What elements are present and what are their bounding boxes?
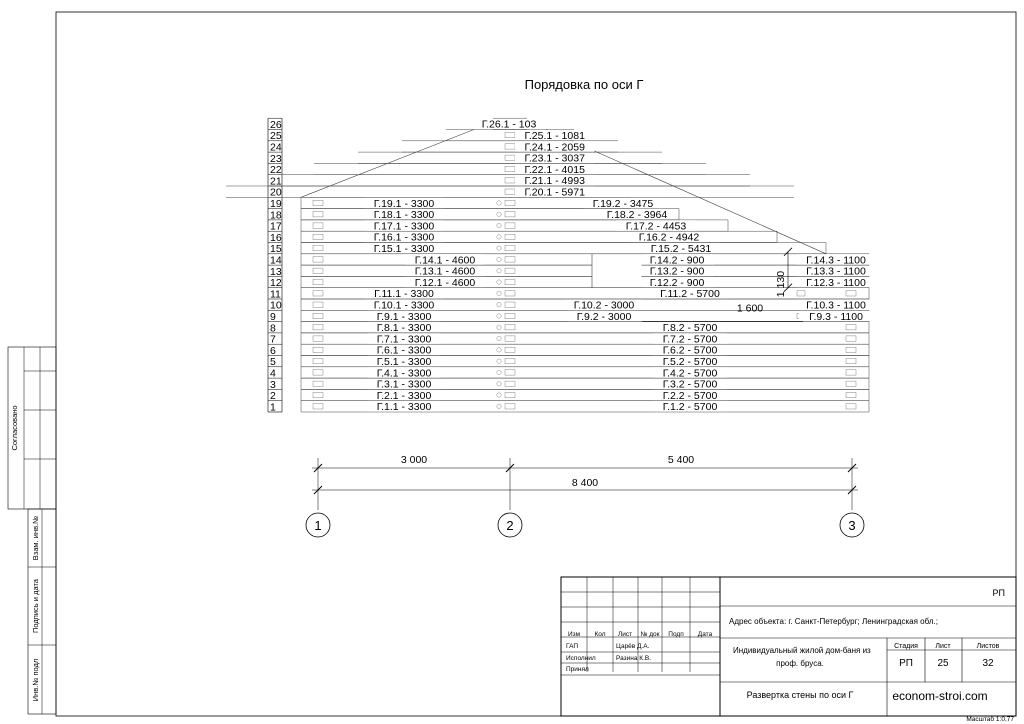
tb-header: Изм — [567, 631, 581, 638]
row-number: 20 — [270, 186, 282, 199]
dim-total: 8 400 — [571, 477, 599, 489]
row-number: 22 — [270, 164, 282, 177]
log-label: Г.11.1 - 3300 — [374, 288, 434, 301]
dowel — [497, 314, 501, 318]
row-number: 7 — [270, 333, 276, 346]
log-label: Г.15.1 - 3300 — [373, 242, 435, 255]
dowel — [497, 235, 501, 239]
corner-joint — [313, 268, 323, 273]
dim-right-span: 5 400 — [667, 454, 695, 466]
dowel — [497, 223, 501, 227]
tb-drawing-name: Развертка стены по оси Г — [746, 690, 854, 700]
corner-joint — [313, 212, 323, 217]
log-label: Г.22.1 - 4015 — [524, 163, 585, 176]
dimension-lines — [306, 454, 864, 537]
ridge-joint — [505, 155, 515, 160]
corner-joint — [846, 392, 856, 397]
dowel — [497, 359, 501, 363]
stamp-label: Подпись и дата — [31, 579, 40, 633]
log-label: Г.11.2 - 5700 — [660, 288, 720, 301]
stamp-label: Инв.№ подл — [31, 658, 40, 702]
row-number: 21 — [270, 175, 282, 188]
log-label: Г.13.2 - 900 — [649, 265, 705, 278]
log-label: Г.24.1 - 2059 — [524, 141, 585, 154]
row-number: 1 — [270, 401, 276, 414]
corner-joint — [846, 404, 856, 409]
dowel — [497, 212, 501, 216]
tb-header: Лист — [617, 631, 633, 638]
log-label: Г.8.1 - 3300 — [376, 322, 432, 335]
tb-stage: РП — [899, 658, 913, 669]
corner-joint — [846, 325, 856, 330]
ridge-joint — [505, 144, 515, 149]
log-label: Г.12.1 - 4600 — [414, 276, 476, 289]
partition-joint — [797, 291, 805, 296]
dowel — [497, 246, 501, 250]
ridge-joint — [505, 133, 515, 138]
row-number: 12 — [270, 277, 282, 290]
log-label: Г.14.3 - 1100 — [806, 254, 866, 267]
row-number: 14 — [270, 254, 282, 267]
corner-joint — [313, 234, 323, 239]
corner-joint — [505, 279, 515, 284]
corner-joint — [505, 381, 515, 386]
log-label: Г.5.2 - 5700 — [662, 355, 718, 368]
tb-scale: Масштаб 1:0,77 — [966, 716, 1014, 723]
tb-header: Дата — [697, 631, 713, 638]
log-label: Г.9.2 - 3000 — [576, 310, 632, 323]
opening-height-label: 1 130 — [775, 270, 787, 298]
title-block — [561, 577, 1016, 723]
corner-joint — [505, 404, 515, 409]
row-number: 13 — [270, 265, 282, 278]
tb-address: Адрес объекта: г. Санкт-Петербург; Ленинградская обл.; — [729, 617, 938, 626]
opening-width-label: 1 600 — [736, 302, 764, 315]
corner-joint — [846, 370, 856, 375]
row-number: 3 — [270, 378, 276, 391]
log-label: Г.3.2 - 5700 — [662, 378, 718, 391]
row-number: 8 — [270, 322, 276, 335]
dowel — [497, 382, 501, 386]
dowel — [497, 280, 501, 284]
log-label: Г.4.1 - 3300 — [376, 367, 432, 380]
row-number: 6 — [270, 344, 276, 357]
row-number: 16 — [270, 231, 282, 244]
tb-code: РП — [992, 588, 1005, 598]
corner-joint — [505, 257, 515, 262]
log-label: Г.6.2 - 5700 — [662, 344, 718, 357]
tb-sheets: 32 — [982, 658, 994, 669]
corner-joint — [846, 359, 856, 364]
corner-joint — [313, 302, 323, 307]
log-label: Г.26.1 - 103 — [481, 118, 537, 131]
corner-joint — [313, 370, 323, 375]
tb-sheet-label: Лист — [935, 643, 951, 650]
log-label: Г.12.3 - 1100 — [806, 276, 866, 289]
corner-joint — [846, 347, 856, 352]
row-number: 5 — [270, 356, 276, 369]
row-number: 2 — [270, 390, 276, 403]
stamp-label: Согласовано — [10, 405, 19, 451]
dowel — [497, 302, 501, 306]
dowel — [497, 291, 501, 295]
log-label: Г.1.2 - 5700 — [662, 401, 718, 414]
dowel — [497, 393, 501, 397]
row-number: 25 — [270, 130, 282, 143]
row-number: 15 — [270, 243, 282, 256]
corner-joint — [505, 347, 515, 352]
corner-joint — [313, 313, 323, 318]
log-label: Г.21.1 - 4993 — [524, 175, 585, 188]
corner-joint — [313, 246, 323, 251]
corner-joint — [505, 223, 515, 228]
log-label: Г.18.2 - 3964 — [606, 209, 668, 222]
corner-joint — [313, 325, 323, 330]
axis-label: 1 — [314, 518, 322, 533]
log-label: Г.19.1 - 3300 — [373, 197, 435, 210]
corner-joint — [313, 392, 323, 397]
corner-joint — [505, 336, 515, 341]
corner-joint — [505, 313, 515, 318]
log-label: Г.7.2 - 5700 — [662, 333, 718, 346]
log-label: Г.18.1 - 3300 — [373, 209, 435, 222]
row-number: 18 — [270, 209, 282, 222]
window-opening — [592, 254, 642, 288]
log-label: Г.9.3 - 1100 — [809, 310, 863, 323]
row-number: 23 — [270, 152, 282, 165]
page-title: Порядовка по оси Г — [524, 77, 644, 92]
stamp-label: Взам. инв.№ — [31, 515, 40, 561]
corner-joint — [313, 347, 323, 352]
row-number: 9 — [270, 310, 276, 323]
log-label: Г.25.1 - 1081 — [524, 129, 585, 142]
dowel — [497, 404, 501, 408]
corner-joint — [846, 381, 856, 386]
corner-joint — [313, 279, 323, 284]
corner-joint — [505, 359, 515, 364]
log-label: Г.2.2 - 5700 — [662, 389, 718, 402]
corner-joint — [505, 212, 515, 217]
dowel — [497, 269, 501, 273]
row-number: 11 — [270, 288, 281, 301]
tb-site: econom-stroi.com — [892, 689, 988, 703]
corner-joint — [313, 336, 323, 341]
axis-label: 3 — [848, 518, 856, 533]
corner-joint — [313, 404, 323, 409]
corner-joint — [505, 392, 515, 397]
log-label: Г.20.1 - 5971 — [524, 186, 585, 199]
ridge-joint — [505, 178, 515, 183]
tb-sheet: 25 — [937, 658, 949, 669]
corner-joint — [505, 302, 515, 307]
corner-joint — [313, 223, 323, 228]
tb-role: Принял — [566, 666, 589, 673]
log-label: Г.5.1 - 3300 — [376, 355, 432, 368]
corner-joint — [313, 381, 323, 386]
corner-joint — [505, 370, 515, 375]
dowel — [497, 348, 501, 352]
corner-joint — [313, 291, 323, 296]
log-label: Г.19.2 - 3475 — [592, 197, 654, 210]
log-label: Г.16.1 - 3300 — [373, 231, 435, 244]
tb-stage-label: Стадия — [894, 643, 918, 650]
corner-joint — [505, 325, 515, 330]
log-label: Г.17.1 - 3300 — [373, 220, 435, 233]
tb-project-line2: проф. бруса. — [776, 659, 824, 668]
log-label: Г.4.2 - 5700 — [662, 367, 718, 380]
tb-name: Царёв Д.А. — [616, 643, 650, 650]
log-label: Г.15.2 - 5431 — [650, 242, 712, 255]
row-number: 17 — [270, 220, 282, 233]
corner-joint — [846, 291, 856, 296]
axis-label: 2 — [506, 518, 514, 533]
tb-role: Исполнил — [566, 655, 596, 662]
log-label: Г.16.2 - 4942 — [638, 231, 700, 244]
log-label: Г.14.1 - 4600 — [414, 254, 476, 267]
corner-joint — [505, 246, 515, 251]
log-label: Г.7.1 - 3300 — [376, 333, 432, 346]
tb-name: Разина К.В. — [616, 655, 652, 662]
tb-header: Кол — [594, 631, 606, 638]
tb-project-line1: Индивидуальный жилой дом-баня из — [733, 646, 871, 655]
log-label: Г.17.2 - 4453 — [625, 220, 687, 233]
corner-joint — [505, 200, 515, 205]
corner-joint — [505, 291, 515, 296]
tb-sheets-label: Листов — [976, 643, 1000, 650]
tb-role: ГАП — [566, 643, 579, 650]
log-label: Г.10.3 - 1100 — [806, 299, 866, 312]
dowel — [497, 336, 501, 340]
log-label: Г.12.2 - 900 — [649, 276, 705, 289]
row-number: 10 — [270, 299, 282, 312]
log-label: Г.14.2 - 900 — [649, 254, 705, 267]
corner-joint — [313, 200, 323, 205]
ridge-joint — [505, 189, 515, 194]
dim-left-span: 3 000 — [400, 454, 428, 466]
row-number: 19 — [270, 197, 282, 210]
wall-elevation — [226, 118, 876, 413]
tb-header: Подп — [668, 631, 684, 638]
dowel — [497, 325, 501, 329]
corner-joint — [505, 268, 515, 273]
dowel — [497, 257, 501, 261]
log-label: Г.6.1 - 3300 — [376, 344, 432, 357]
log-label: Г.13.1 - 4600 — [414, 265, 476, 278]
corner-joint — [505, 234, 515, 239]
log-label: Г.1.1 - 3300 — [376, 401, 432, 414]
log-label: Г.3.1 - 3300 — [376, 378, 432, 391]
dowel — [497, 370, 501, 374]
tb-header: № док — [640, 631, 660, 638]
row-number: 26 — [270, 118, 282, 131]
ridge-joint — [505, 166, 515, 171]
log-label: Г.10.1 - 3300 — [373, 299, 435, 312]
side-stamp — [8, 347, 56, 714]
log-label: Г.8.2 - 5700 — [662, 322, 718, 335]
log-label: Г.13.3 - 1100 — [806, 265, 866, 278]
dowel — [497, 201, 501, 205]
corner-joint — [846, 336, 856, 341]
log-label: Г.10.2 - 3000 — [573, 299, 635, 312]
log-label: Г.23.1 - 3037 — [524, 152, 585, 165]
log-label: Г.9.1 - 3300 — [376, 310, 432, 323]
row-number: 4 — [270, 367, 276, 380]
corner-joint — [313, 359, 323, 364]
log-label: Г.2.1 - 3300 — [376, 389, 432, 402]
corner-joint — [313, 257, 323, 262]
row-number: 24 — [270, 141, 282, 154]
